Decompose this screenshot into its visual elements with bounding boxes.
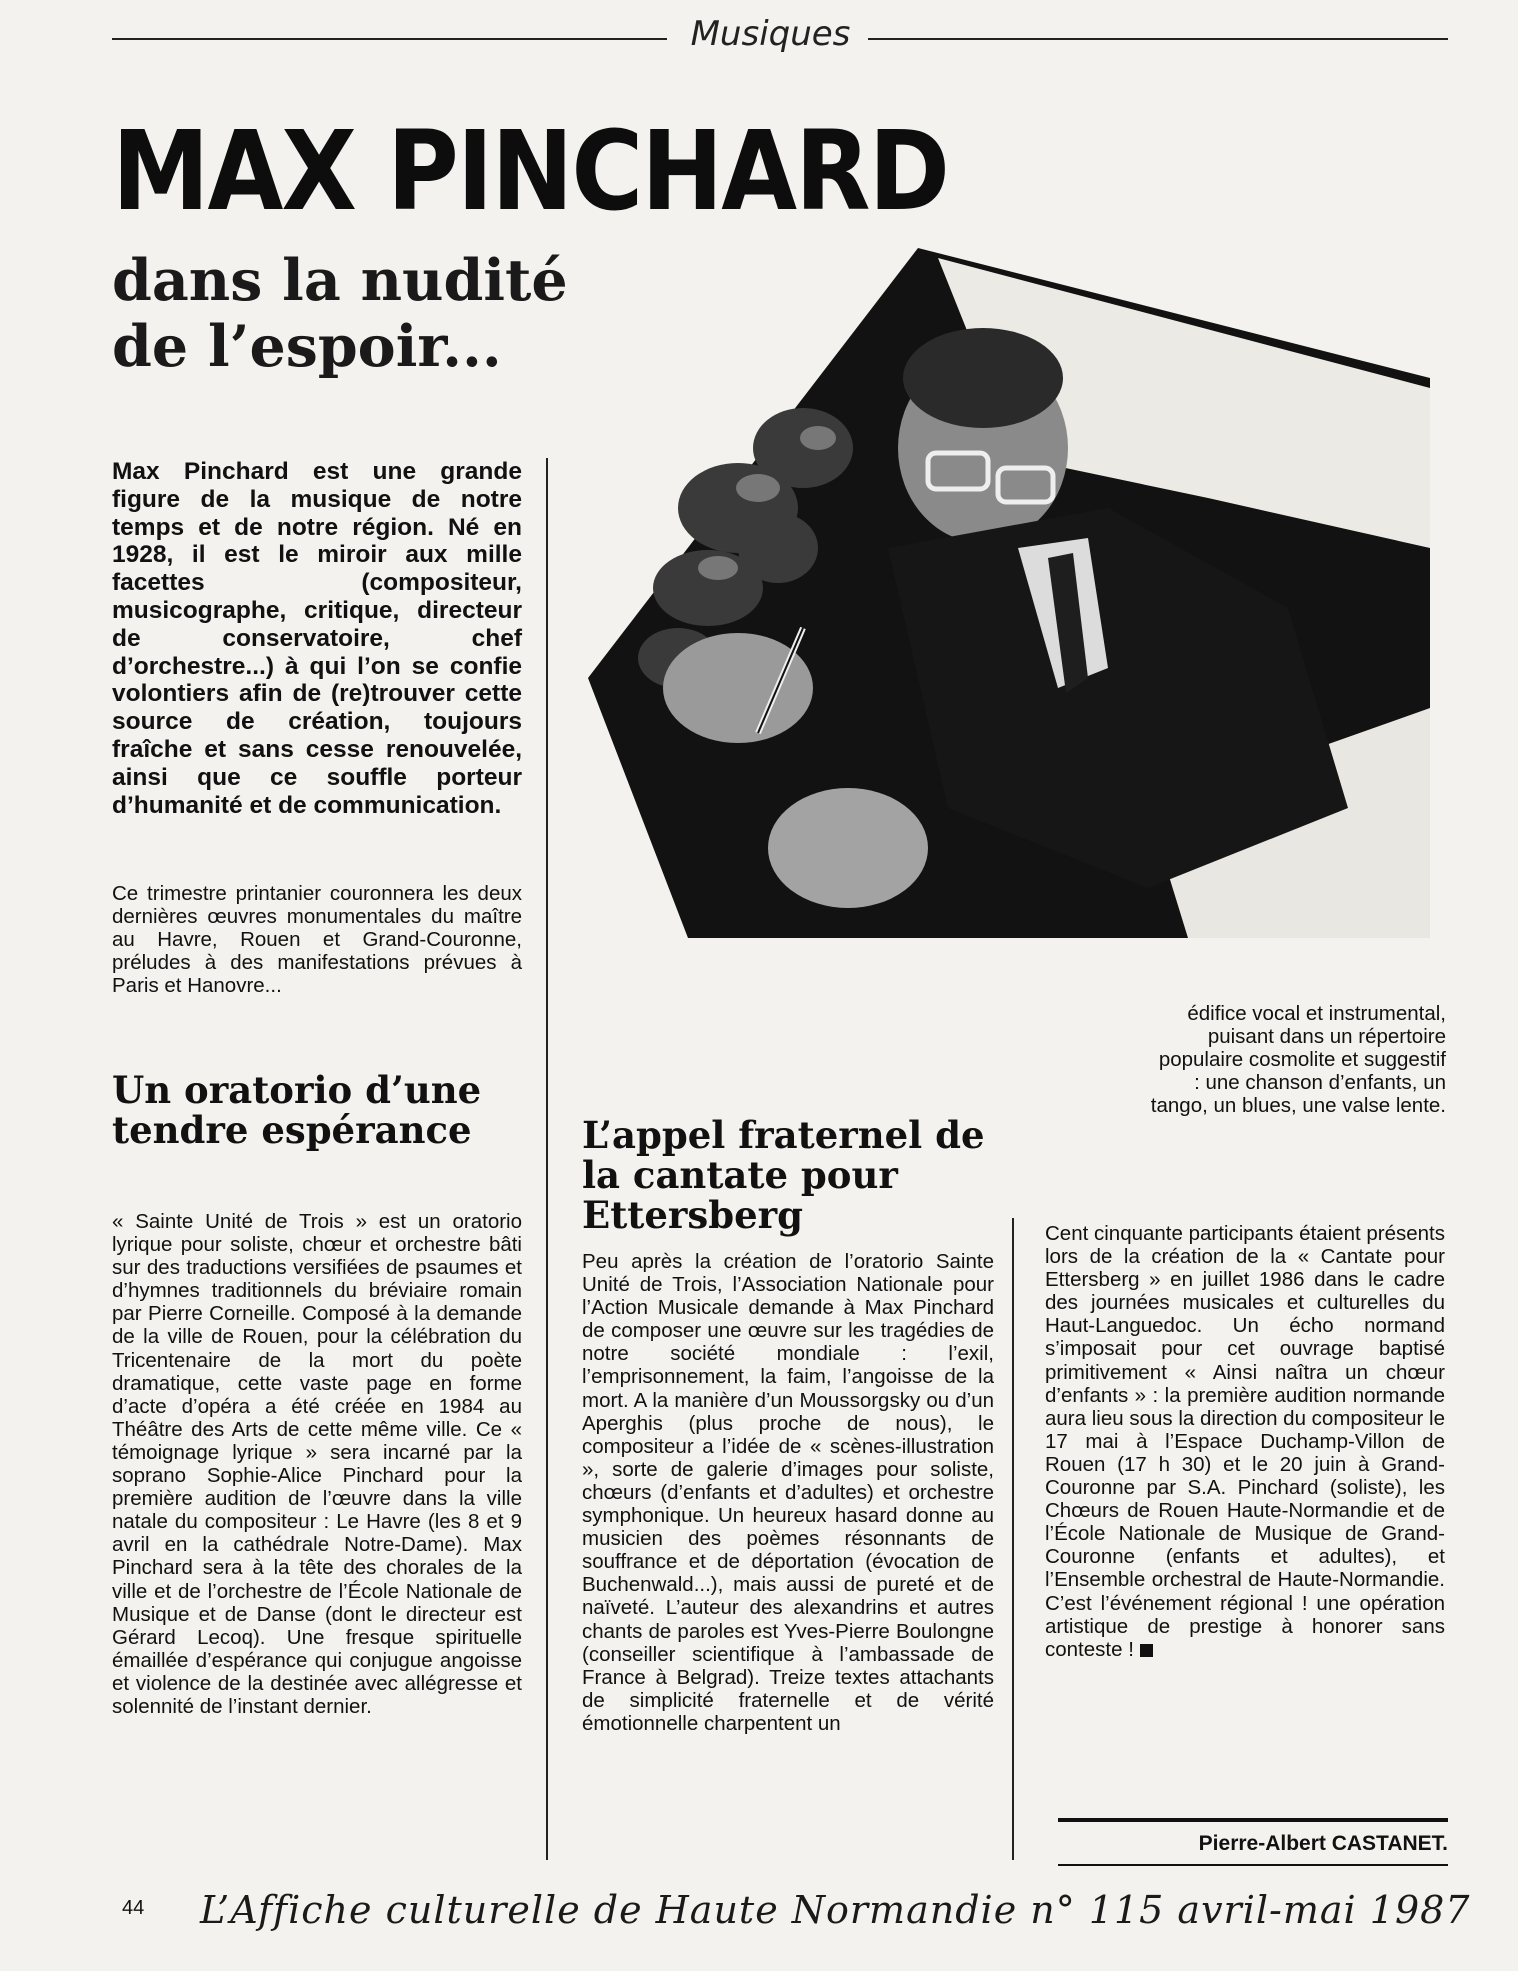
handwritten-note: L’Affiche culturelle de Haute Normandie n° 115 avril-mai 1987 <box>200 1888 1471 1932</box>
column3-bottom-body: Cent cinquante participants étaient présents lors de la création de la « Cantate pour Ettersberg » en juillet 1986 dans le cadre des journées musicales et culturelles du Haut-Languedoc. Un écho normand s’imposait pour cet ouvrage baptisé primitivement « Ainsi naîtra un chœur d’enfants » : la première audition normande aura lieu sous la direction du compositeur le 17 mai à l’Espace Duchamp-Villon de Rouen (17 h 30) et le 20 juin à Grand-Couronne par S.A. Pinchard (soliste), les Chœurs de Rouen Haute-Normandie et de l’École Nationale de Musique de Grand-Couronne (enfants et adultes), et l’Ensemble orchestral de Haute-Normandie. C’est l’événement régional ! une opération artistique de prestige à honorer sans conteste ! <box>1045 1222 1446 1661</box>
section1-heading: Un oratorio d’une tendre espérance <box>112 1068 482 1152</box>
article-title: MAX PINCHARD <box>112 108 948 236</box>
column-rule-1 <box>546 458 548 1860</box>
byline-rule-bottom <box>1058 1864 1448 1866</box>
section1-text: « Sainte Unité de Trois » est un oratorio lyrique pour soliste, chœur et orchestre bâti sur des traductions versifiées de psaumes et d’hymnes traditionnels du bréviaire romain par Pierre Corneille. Composé à la demande de la ville de Rouen, pour la célébration du Tricentenaire de la mort du poète dramatique, cette vaste page en forme d’acte d’opéra a été créée en 1984 au Théâtre des Arts de cette même ville. Ce « témoignage lyrique » sera incarné par la soprano Sophie-Alice Pinchard pour la première audition de l’œuvre dans la ville natale du compositeur : Le Havre (les 8 et 9 avril en la cathédrale Notre-Dame). Max Pinchard sera à la tête des chorales de la ville et de l’orchestre de l’École Nationale de Musique et de Danse (dont le directeur est Gérard Lecoq). Une fresque spirituelle émaillée d’espérance qui conjugue angoisse et violence de la destinée avec allégresse et solennité de l’instant dernier. <box>112 1210 522 1718</box>
article-lead: Max Pinchard est une grande figure de la musique de notre temps et de notre région. Né en 1928, il est le miroir aux mille facettes (compositeur, musicographe, critique, directeur de conservatoire, chef d’orchestre...) à qui l’on se confie volontiers afin de (re)trouver cette source de création, toujours fraîche et sans cesse renouvelée, ainsi que ce souffle porteur d’humanité et de communication. <box>112 458 522 819</box>
section2-heading: L’appel fraternel de la cantate pour Ettersberg <box>582 1113 985 1237</box>
byline: Pierre-Albert CASTANET. <box>1198 1832 1448 1855</box>
article-subtitle: dans la nudité de l’espoir... <box>112 247 568 380</box>
header-rule-left <box>112 38 667 40</box>
article-intro: Ce trimestre printanier couronnera les deux dernières œuvres monumentales du maître au Havre, Rouen et Grand-Couronne, préludes à des manifestations prévues à Paris et Hanovre... <box>112 882 522 997</box>
page-number: 44 <box>122 1897 145 1919</box>
section-label: Musiques <box>690 14 851 54</box>
byline-rule-top <box>1058 1818 1448 1822</box>
column3-top-text: édifice vocal et instrumental, puisant dans un répertoire populaire cosmolite et suggestif : une chanson d’enfants, un tango, un blues, une valse lente. <box>1150 1002 1446 1118</box>
portrait-photo <box>588 248 1430 938</box>
column3-bottom-text <box>1045 1222 1445 1661</box>
header-rule-right <box>868 38 1448 40</box>
end-mark <box>1140 1644 1153 1657</box>
portrait-photo-image <box>588 248 1430 938</box>
column-rule-2 <box>1012 1218 1014 1860</box>
section2-text: Peu après la création de l’oratorio Sainte Unité de Trois, l’Association Nationale pour l’Action Musicale demande à Max Pinchard de composer une œuvre sur les tragédies de notre société mondiale : l’exil, l’emprisonnement, la faim, l’angoisse de la mort. A la manière d’un Moussorgsky ou d’un Aperghis (plus proche de nous), le compositeur a l’idée de « scènes-illustration », sorte de galerie d’images pour soliste, chœurs (d’enfants et d’adultes) et orchestre symphonique. Un heureux hasard donne au musicien des poèmes résonnants de souffrance et de déportation (évocation de Buchenwald...), mais aussi de pureté et de naïveté. L’auteur des alexandrins et autres chants de paroles est Yves-Pierre Boulongne (conseiller scientifique à l’ambassade de France à Belgrad). Treize textes attachants de simplicité fraternelle et de vérité émotionnelle charpentent un <box>582 1250 994 1735</box>
